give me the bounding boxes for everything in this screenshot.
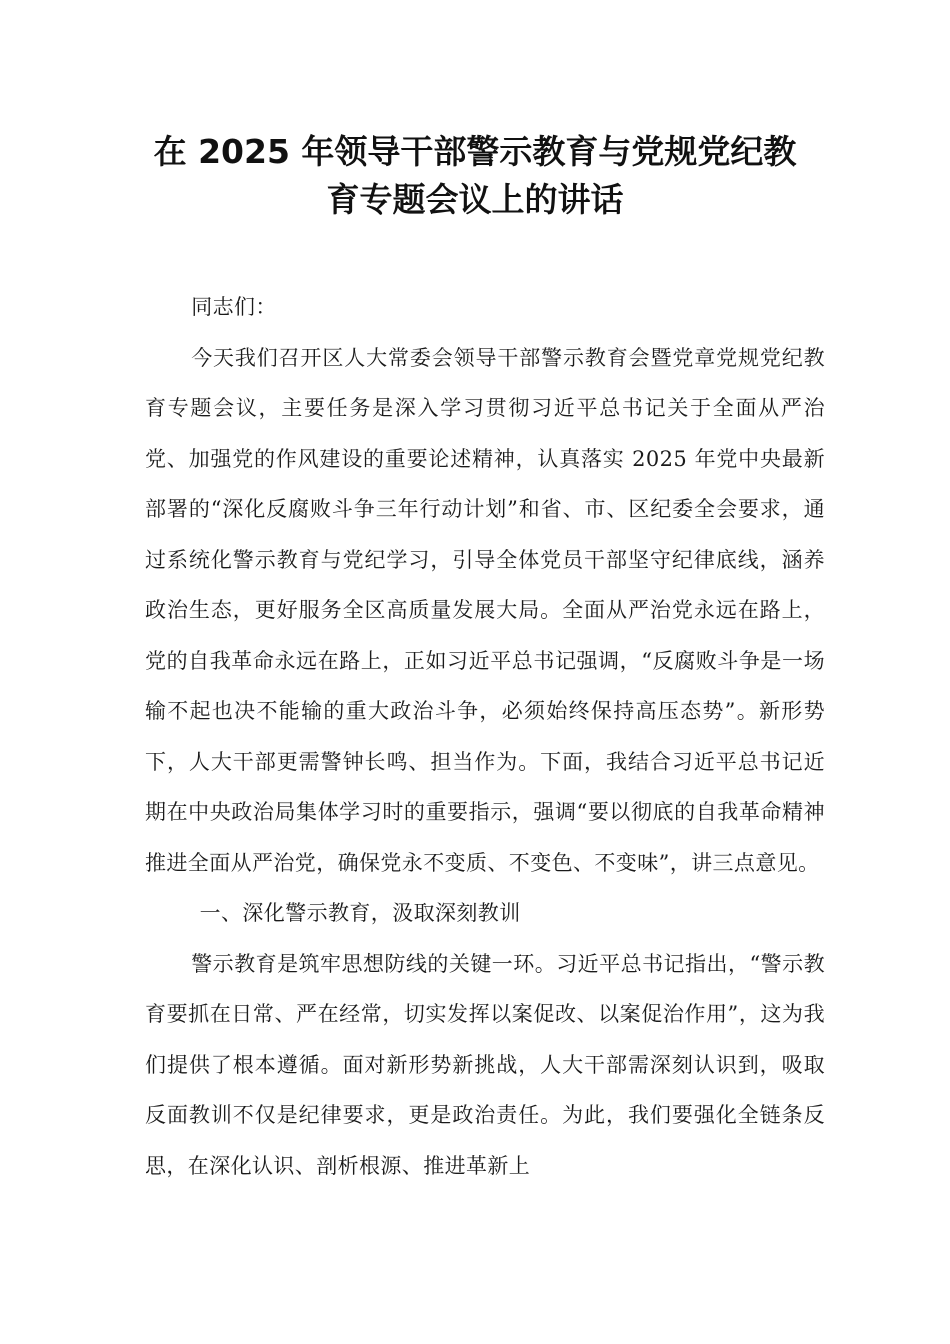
document-body [145, 282, 825, 1191]
title-line-2: 育专题会议上的讲话 [326, 180, 624, 219]
document-title [100, 128, 850, 224]
paragraph-intro: 今天我们召开区人大常委会领导干部警示教育会暨党章党规党纪教育专题会议，主要任务是深入学习贯彻习近平总书记关于全面从严治党、加强党的作风建设的重要论述精神，认真落实 2025 年党中央最新部署的“深化反腐败斗争三年行动计划”和省、市、区纪委全会要求，通过系统化警示教育与党纪学习，引导全体党员干部坚守纪律底线，涵养政治生态，更好服务全区高质量发展大局。全面从严治党永远在路上，党的自我革命永远在路上，正如习近平总书记强调，“反腐败斗争是一场输不起也决不能输的重大政治斗争，必须始终保持高压态势”。新形势下，人大干部更需警钟长鸣、担当作为。下面，我结合习近平总书记近期在中央政治局集体学习时的重要指示，强调“要以彻底的自我革命精神推进全面从严治党，确保党永不变质、不变色、不变味”，讲三点意见。 [145, 345, 825, 875]
paragraph-section-1: 警示教育是筑牢思想防线的关键一环。习近平总书记指出，“警示教育要抓在日常、严在经常，切实发挥以案促改、以案促治作用”，这为我们提供了根本遵循。面对新形势新挑战，人大干部需深刻认识到，吸取反面教训不仅是纪律要求，更是政治责任。为此，我们要强化全链条反思，在深化认识、剖析根源、推进革新上 [145, 951, 825, 1178]
section-heading-1: 一、深化警示教育，汲取深刻教训 [199, 901, 521, 925]
greeting: 同志们： [191, 295, 277, 319]
title-line-1: 在 2025 年领导干部警示教育与党规党纪教 [153, 132, 797, 171]
